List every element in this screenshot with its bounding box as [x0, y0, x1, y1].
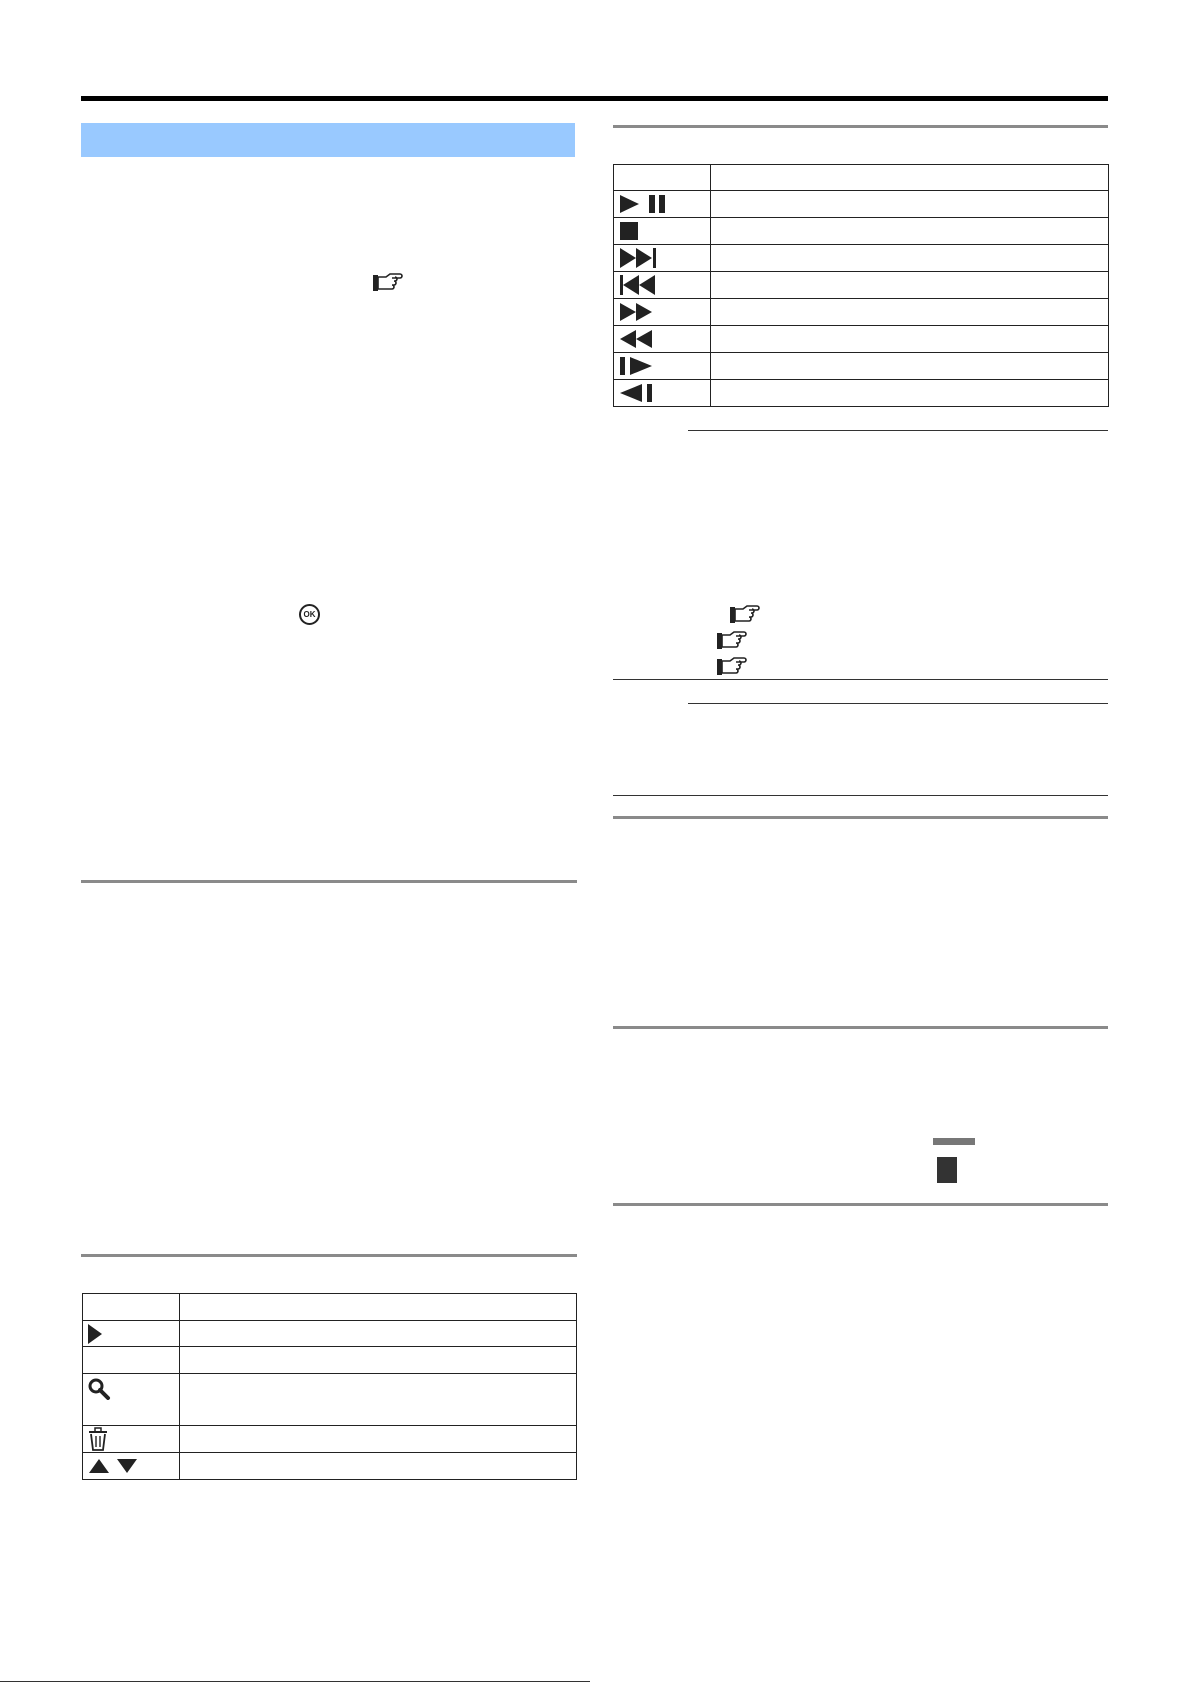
- fast-forward-icon[interactable]: [614, 299, 711, 326]
- trash-icon[interactable]: [83, 1426, 180, 1453]
- frame-backward-icon[interactable]: [614, 380, 711, 407]
- search-icon[interactable]: [83, 1374, 180, 1426]
- play-icon[interactable]: [83, 1321, 180, 1347]
- table-row: [83, 1347, 577, 1374]
- table-row: [83, 1321, 577, 1347]
- table-cell-text: [180, 1426, 577, 1453]
- table-row: [614, 326, 1109, 353]
- frame-forward-icon[interactable]: [614, 353, 711, 380]
- table-header-cell: [180, 1294, 577, 1321]
- table-row: [83, 1374, 577, 1426]
- skip-previous-icon[interactable]: [614, 272, 711, 299]
- remaining-bar-indicator: [933, 1138, 975, 1145]
- table-cell-text: [711, 326, 1109, 353]
- note-rule: [613, 679, 1108, 680]
- table-cell-text: [180, 1347, 577, 1374]
- table-row: [614, 218, 1109, 245]
- note-rule: [688, 703, 1108, 704]
- page-title-bar: [81, 123, 575, 157]
- table-cell-text: [711, 380, 1109, 407]
- media-block-indicator: [937, 1157, 957, 1183]
- playback-controls-table: [613, 164, 1109, 407]
- page-top-rule: [81, 96, 1108, 101]
- pointing-hand-icon: [372, 272, 404, 294]
- table-cell-text: [711, 272, 1109, 299]
- skip-next-icon[interactable]: [614, 245, 711, 272]
- table-cell-text: [180, 1321, 577, 1347]
- table-row: [614, 245, 1109, 272]
- table-row: [614, 353, 1109, 380]
- table-row: [614, 299, 1109, 326]
- rewind-icon[interactable]: [614, 326, 711, 353]
- table-cell-text: [711, 299, 1109, 326]
- table-row: [83, 1453, 577, 1480]
- note-rule: [613, 795, 1108, 796]
- stop-icon[interactable]: [614, 218, 711, 245]
- table-row: [614, 380, 1109, 407]
- footer-rule: [0, 1681, 590, 1682]
- table-cell-text: [711, 353, 1109, 380]
- table-cell-text: [180, 1374, 577, 1426]
- pointing-hand-icon: [716, 630, 748, 652]
- table-row: [83, 1426, 577, 1453]
- table-cell-text: [180, 1453, 577, 1480]
- index-controls-table: [82, 1293, 577, 1480]
- table-header-cell: [83, 1294, 180, 1321]
- play-pause-icon[interactable]: [614, 191, 711, 218]
- section-rule: [613, 816, 1108, 819]
- table-header-cell: [711, 165, 1109, 191]
- table-header-cell: [614, 165, 711, 191]
- section-rule: [81, 1254, 577, 1257]
- table-cell-text: [711, 245, 1109, 272]
- section-rule: [613, 1203, 1108, 1206]
- table-cell-text: [711, 218, 1109, 245]
- pointing-hand-icon: [729, 604, 761, 626]
- up-down-arrows-icon[interactable]: [83, 1453, 180, 1480]
- table-cell-blank: [83, 1347, 180, 1374]
- pointing-hand-icon: [716, 656, 748, 678]
- section-rule: [613, 1026, 1108, 1029]
- ok-button-icon: OK: [299, 604, 320, 625]
- table-cell-text: [711, 191, 1109, 218]
- table-row: [614, 191, 1109, 218]
- section-rule: [613, 125, 1108, 128]
- note-rule: [688, 430, 1108, 431]
- table-row: [614, 272, 1109, 299]
- section-rule: [81, 880, 577, 883]
